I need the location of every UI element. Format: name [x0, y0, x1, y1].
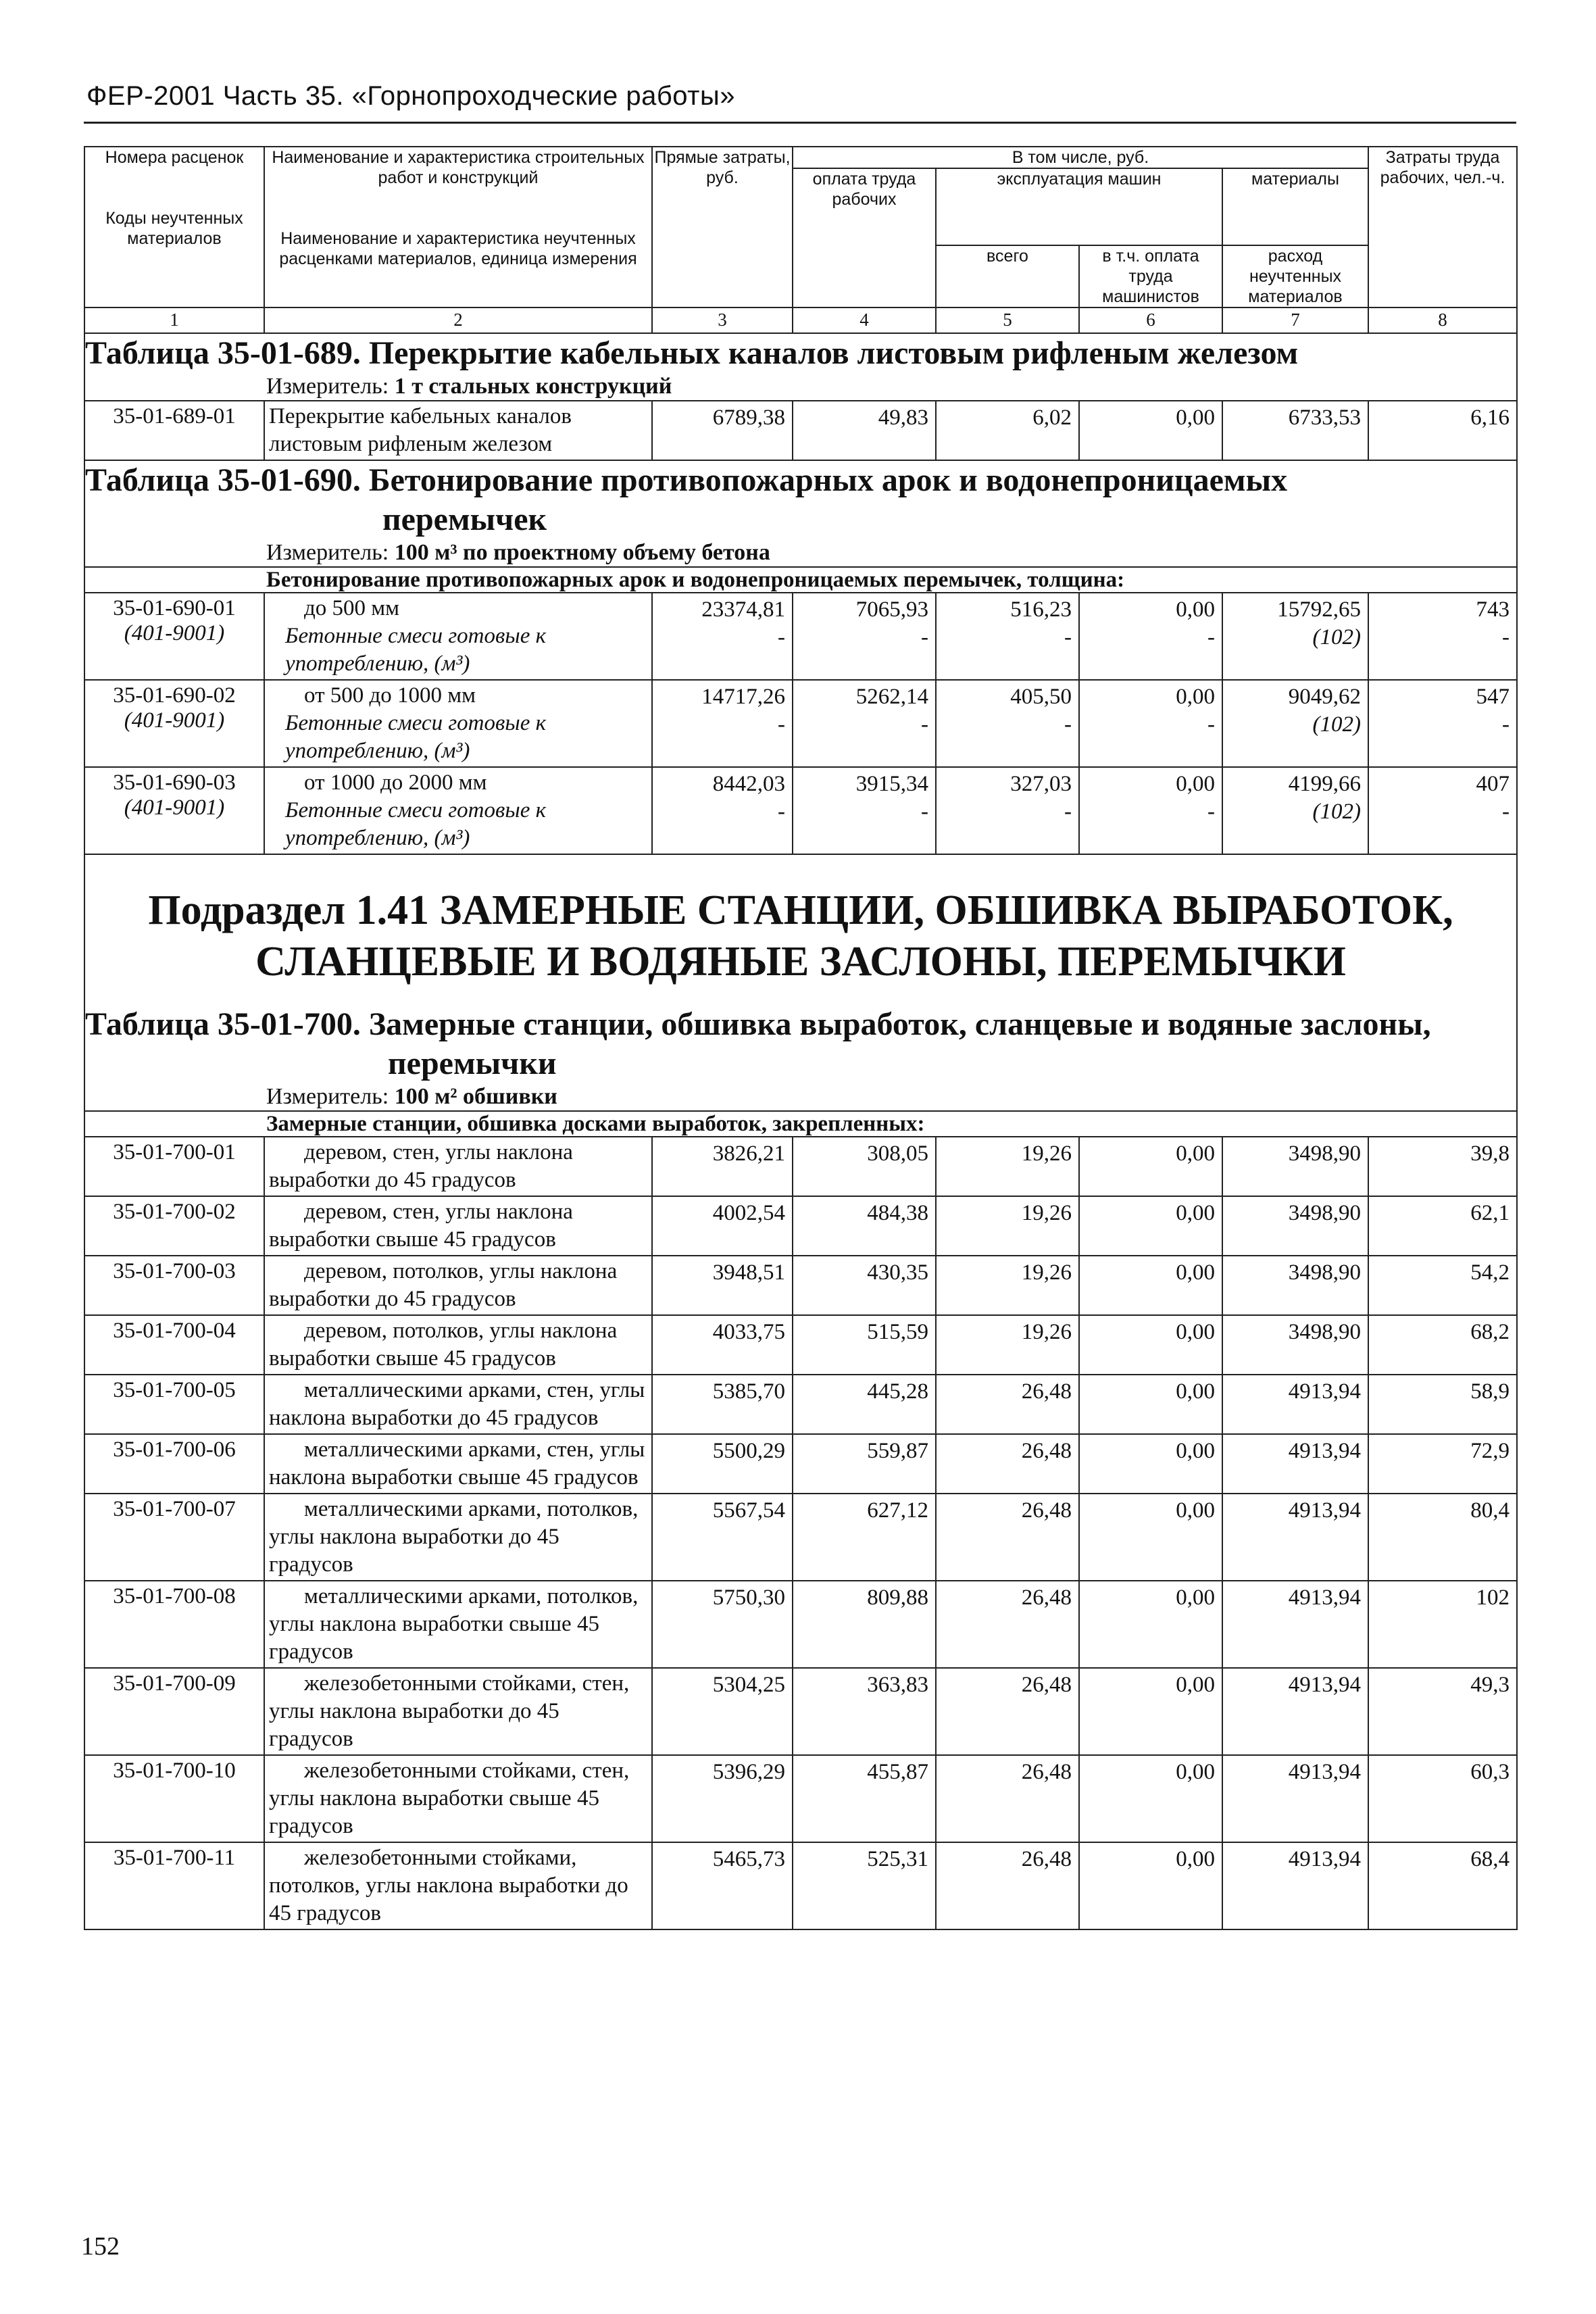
materials: 3498,90 [1222, 1196, 1368, 1256]
col-number: 7 [1222, 307, 1368, 333]
direct-costs: 4002,54 [652, 1196, 793, 1256]
material-value: - [1502, 799, 1510, 824]
page-number: 152 [81, 2232, 120, 2261]
machines-total [936, 593, 1079, 680]
value: 547 [1476, 685, 1510, 709]
rate-name-cell [264, 1434, 652, 1494]
table-690-subhead: Бетонирование противопожарных арок и водонепроницаемых перемычек, толщина: [84, 567, 1517, 593]
rate-code: 35-01-700-02 [84, 1196, 264, 1256]
materials [1222, 593, 1368, 680]
labor-hours: 68,4 [1368, 1842, 1517, 1929]
direct-costs: 5750,30 [652, 1581, 793, 1668]
table-700-title-row [84, 998, 1517, 1083]
material-value: (102) [1312, 625, 1361, 649]
material-value: - [1502, 712, 1510, 737]
material-value: - [1207, 625, 1215, 649]
table-row [84, 767, 1517, 854]
rate-name: металлическими арками, стен, углы наклона выработки свыше 45 градусов [269, 1437, 645, 1490]
labor-pay: 809,88 [793, 1581, 936, 1668]
labor-hours [1368, 593, 1517, 680]
col-machinists-pay: в т.ч. оплата труда машинистов [1079, 245, 1222, 307]
table-row [84, 1256, 1517, 1315]
machinists-pay: 0,00 [1079, 401, 1222, 460]
machinists-pay [1079, 680, 1222, 767]
table-700-title [84, 998, 1517, 1083]
col-codes-bottom: Коды неучтенных материалов [105, 209, 243, 248]
col-number: 4 [793, 307, 936, 333]
col-labor-costs: Затраты труда рабочих, чел.-ч. [1368, 147, 1517, 307]
rate-name: от 1000 до 2000 мм [304, 770, 487, 795]
measure-label: Измеритель: [266, 540, 395, 565]
direct-costs: 5385,70 [652, 1375, 793, 1434]
rate-code: 35-01-690-01 [113, 596, 236, 620]
table-690-title-row [84, 460, 1517, 539]
rate-code: 35-01-700-03 [84, 1256, 264, 1315]
direct-costs: 3948,51 [652, 1256, 793, 1315]
table-700-title-line1: Таблица 35-01-700. Замерные станции, обшивка выработок, сланцевые и водяные заслоны, [85, 1006, 1431, 1042]
table-690-subhead-row [84, 567, 1517, 593]
labor-pay: 363,83 [793, 1668, 936, 1755]
col-direct-costs: Прямые затраты, руб. [652, 147, 793, 307]
machines-total: 26,48 [936, 1668, 1079, 1755]
machinists-pay: 0,00 [1079, 1668, 1222, 1755]
material-name: Бетонные смеси готовые к употреблению, (м³) [285, 798, 547, 850]
labor-hours: 60,3 [1368, 1755, 1517, 1842]
measure-label: Измеритель: [266, 374, 395, 399]
table-row [84, 1196, 1517, 1256]
direct-costs: 5465,73 [652, 1842, 793, 1929]
rate-code: 35-01-700-08 [84, 1581, 264, 1668]
value: 7065,93 [855, 597, 928, 622]
rate-name-cell [264, 1137, 652, 1196]
materials: 4913,94 [1222, 1755, 1368, 1842]
machines-total: 19,26 [936, 1256, 1079, 1315]
col-number: 1 [84, 307, 264, 333]
value: 14717,26 [701, 685, 785, 709]
table-690-title-line1: Таблица 35-01-690. Бетонирование противопожарных арок и водонепроницаемых [85, 462, 1288, 498]
col-name-top: Наименование и характеристика строительных работ и конструкций [272, 148, 645, 187]
table-700-subhead-row [84, 1111, 1517, 1137]
rates-table [84, 146, 1518, 1930]
direct-costs: 4033,75 [652, 1315, 793, 1375]
rate-name: деревом, стен, углы наклона выработки свыше 45 градусов [269, 1200, 573, 1252]
col-number: 3 [652, 307, 793, 333]
table-689-title-line1: Таблица 35-01-689. Перекрытие кабельных каналов листовым рифленым железом [85, 335, 1299, 371]
machines-total: 19,26 [936, 1315, 1079, 1375]
rate-name-cell [264, 1375, 652, 1434]
table-row [84, 1434, 1517, 1494]
value: 405,50 [1010, 685, 1072, 709]
machines-total: 26,48 [936, 1755, 1079, 1842]
col-labor-pay: оплата труда рабочих [793, 168, 936, 307]
labor-hours [1368, 767, 1517, 854]
col-number: 8 [1368, 307, 1517, 333]
machinists-pay: 0,00 [1079, 1315, 1222, 1375]
rate-code-cell [84, 593, 264, 680]
table-row [84, 1842, 1517, 1929]
table-690-title-line2: перемычек [382, 501, 547, 537]
labor-hours: 49,3 [1368, 1668, 1517, 1755]
material-value: - [1207, 712, 1215, 737]
table-690-measure [84, 539, 1517, 567]
material-code: (401-9001) [124, 621, 225, 645]
machines-total: 26,48 [936, 1494, 1079, 1581]
materials: 6733,53 [1222, 401, 1368, 460]
col-machines-total: всего [936, 245, 1079, 307]
machinists-pay: 0,00 [1079, 1755, 1222, 1842]
section-title-line2: СЛАНЦЕВЫЕ И ВОДЯНЫЕ ЗАСЛОНЫ, ПЕРЕМЫЧКИ [255, 939, 1346, 985]
material-value: - [921, 625, 928, 649]
labor-hours: 58,9 [1368, 1375, 1517, 1434]
rate-code: 35-01-700-06 [84, 1434, 264, 1494]
material-value: - [1502, 625, 1510, 649]
rate-name: железобетонными стойками, потолков, углы наклона выработки до 45 градусов [269, 1846, 628, 1925]
table-body [84, 147, 1517, 1929]
col-materials-use: расход неучтенных материалов [1222, 245, 1368, 307]
measure-label: Измеритель: [266, 1084, 395, 1109]
table-689-measure-row [84, 373, 1517, 401]
rate-code: 35-01-690-03 [113, 770, 236, 795]
table-row [84, 1375, 1517, 1434]
materials: 3498,90 [1222, 1256, 1368, 1315]
header-rule [84, 122, 1516, 124]
machinists-pay: 0,00 [1079, 1196, 1222, 1256]
rate-name: металлическими арками, потолков, углы наклона выработки до 45 градусов [269, 1497, 639, 1577]
rate-name-cell [264, 680, 652, 767]
rate-name-cell [264, 767, 652, 854]
labor-hours: 68,2 [1368, 1315, 1517, 1375]
rate-name-cell [264, 1196, 652, 1256]
value: 407 [1476, 772, 1510, 796]
materials [1222, 767, 1368, 854]
labor-hours: 102 [1368, 1581, 1517, 1668]
material-value: - [778, 799, 785, 824]
rate-code: 35-01-700-11 [84, 1842, 264, 1929]
machines-total: 26,48 [936, 1842, 1079, 1929]
material-code: (401-9001) [124, 795, 225, 820]
value: 0,00 [1176, 772, 1215, 796]
col-number: 6 [1079, 307, 1222, 333]
labor-hours: 39,8 [1368, 1137, 1517, 1196]
direct-costs: 5396,29 [652, 1755, 793, 1842]
material-value: - [778, 712, 785, 737]
rate-name-cell [264, 1581, 652, 1668]
labor-pay: 525,31 [793, 1842, 936, 1929]
rate-name-cell [264, 1494, 652, 1581]
col-name-bottom: Наименование и характеристика неучтенных расценками материалов, единица измерения [279, 229, 637, 268]
rate-code: 35-01-700-04 [84, 1315, 264, 1375]
value: 15792,65 [1277, 597, 1361, 622]
rate-name-cell [264, 1842, 652, 1929]
materials: 3498,90 [1222, 1137, 1368, 1196]
machines-total: 26,48 [936, 1581, 1079, 1668]
labor-hours: 80,4 [1368, 1494, 1517, 1581]
machines-total: 6,02 [936, 401, 1079, 460]
machines-total [936, 767, 1079, 854]
material-value: - [1064, 625, 1072, 649]
value: 23374,81 [701, 597, 785, 622]
labor-pay: 49,83 [793, 401, 936, 460]
rate-code: 35-01-689-01 [84, 401, 264, 460]
value: 4199,66 [1288, 772, 1361, 796]
rate-name: Перекрытие кабельных каналов листовым рифленым железом [264, 401, 652, 460]
rate-name: металлическими арками, стен, углы наклона выработки до 45 градусов [269, 1378, 645, 1430]
rate-code: 35-01-700-01 [84, 1137, 264, 1196]
table-690-measure-row [84, 539, 1517, 567]
rate-code-cell [84, 680, 264, 767]
rate-name: от 500 до 1000 мм [304, 683, 476, 708]
direct-costs [652, 680, 793, 767]
value: 0,00 [1176, 597, 1215, 622]
labor-hours [1368, 680, 1517, 767]
direct-costs: 3826,21 [652, 1137, 793, 1196]
rate-name-cell [264, 1668, 652, 1755]
table-689-title [84, 333, 1517, 373]
labor-pay: 484,38 [793, 1196, 936, 1256]
materials [1222, 680, 1368, 767]
materials: 4913,94 [1222, 1842, 1368, 1929]
direct-costs: 5500,29 [652, 1434, 793, 1494]
machinists-pay: 0,00 [1079, 1434, 1222, 1494]
labor-pay: 627,12 [793, 1494, 936, 1581]
direct-costs [652, 593, 793, 680]
table-row [84, 1581, 1517, 1668]
rate-name-cell [264, 1755, 652, 1842]
direct-costs: 6789,38 [652, 401, 793, 460]
materials: 4913,94 [1222, 1375, 1368, 1434]
labor-hours: 6,16 [1368, 401, 1517, 460]
table-700-measure [84, 1083, 1517, 1111]
labor-pay: 455,87 [793, 1755, 936, 1842]
value: 3915,34 [855, 772, 928, 796]
labor-pay [793, 593, 936, 680]
table-689-measure [84, 373, 1517, 401]
table-700-subhead: Замерные станции, обшивка досками выработок, закрепленных: [84, 1111, 1517, 1137]
material-value: (102) [1312, 799, 1361, 824]
machinists-pay: 0,00 [1079, 1494, 1222, 1581]
col-machines-header: эксплуатация машин [936, 168, 1222, 245]
section-title-line1: Подраздел 1.41 ЗАМЕРНЫЕ СТАНЦИИ, ОБШИВКА ВЫРАБОТОК, [148, 887, 1453, 933]
value: 0,00 [1176, 685, 1215, 709]
table-689-title-row [84, 333, 1517, 373]
machines-total: 26,48 [936, 1434, 1079, 1494]
material-value: - [921, 712, 928, 737]
rate-code: 35-01-700-10 [84, 1755, 264, 1842]
materials: 3498,90 [1222, 1315, 1368, 1375]
machinists-pay: 0,00 [1079, 1137, 1222, 1196]
rate-code: 35-01-690-02 [113, 683, 236, 708]
material-value: - [1207, 799, 1215, 824]
measure-value: 100 м³ по проектному объему бетона [394, 540, 770, 565]
rate-name: деревом, потолков, углы наклона выработки свыше 45 градусов [269, 1319, 618, 1371]
machines-total [936, 680, 1079, 767]
materials: 4913,94 [1222, 1581, 1368, 1668]
table-row [84, 1755, 1517, 1842]
table-row [84, 1137, 1517, 1196]
value: 516,23 [1010, 597, 1072, 622]
value: 743 [1476, 597, 1510, 622]
material-name: Бетонные смеси готовые к употреблению, (м³) [285, 624, 547, 676]
machinists-pay: 0,00 [1079, 1842, 1222, 1929]
labor-hours: 54,2 [1368, 1256, 1517, 1315]
value: 5262,14 [855, 685, 928, 709]
column-number-row [84, 307, 1517, 333]
rate-name: железобетонными стойками, стен, углы наклона выработки до 45 градусов [269, 1671, 630, 1751]
labor-pay [793, 680, 936, 767]
material-value: - [921, 799, 928, 824]
col-materials-header: материалы [1222, 168, 1368, 245]
labor-pay: 445,28 [793, 1375, 936, 1434]
rate-name-cell [264, 1256, 652, 1315]
material-code: (401-9001) [124, 708, 225, 733]
col-number: 2 [264, 307, 652, 333]
rate-code: 35-01-700-05 [84, 1375, 264, 1434]
materials: 4913,94 [1222, 1434, 1368, 1494]
material-value: - [1064, 712, 1072, 737]
value: 8442,03 [712, 772, 785, 796]
rate-name: железобетонными стойками, стен, углы наклона выработки свыше 45 градусов [269, 1758, 630, 1838]
labor-pay: 308,05 [793, 1137, 936, 1196]
rate-name: металлическими арками, потолков, углы наклона выработки свыше 45 градусов [269, 1584, 639, 1664]
table-row [84, 1315, 1517, 1375]
value: 9049,62 [1288, 685, 1361, 709]
materials: 4913,94 [1222, 1494, 1368, 1581]
table-row [84, 1668, 1517, 1755]
direct-costs [652, 767, 793, 854]
column-header-row [84, 147, 1517, 168]
measure-value: 1 т стальных конструкций [394, 374, 672, 399]
section-title [84, 854, 1517, 998]
machinists-pay: 0,00 [1079, 1256, 1222, 1315]
machines-total: 19,26 [936, 1137, 1079, 1196]
material-value: (102) [1312, 712, 1361, 737]
labor-pay [793, 767, 936, 854]
material-value: - [1064, 799, 1072, 824]
table-row [84, 680, 1517, 767]
table-row [84, 593, 1517, 680]
direct-costs: 5304,25 [652, 1668, 793, 1755]
rates-document [84, 146, 1516, 1930]
labor-pay: 515,59 [793, 1315, 936, 1375]
table-row [84, 1494, 1517, 1581]
col-name-header [264, 147, 652, 307]
section-title-row [84, 854, 1517, 998]
labor-hours: 72,9 [1368, 1434, 1517, 1494]
col-group-header: В том числе, руб. [793, 147, 1368, 168]
machinists-pay: 0,00 [1079, 1581, 1222, 1668]
table-700-measure-row [84, 1083, 1517, 1111]
rate-code-cell [84, 767, 264, 854]
labor-hours: 62,1 [1368, 1196, 1517, 1256]
rate-name: деревом, стен, углы наклона выработки до 45 градусов [269, 1140, 573, 1192]
machinists-pay: 0,00 [1079, 1375, 1222, 1434]
measure-value: 100 м² обшивки [394, 1084, 557, 1109]
machinists-pay [1079, 593, 1222, 680]
labor-pay: 430,35 [793, 1256, 936, 1315]
machinists-pay [1079, 767, 1222, 854]
table-row [84, 401, 1517, 460]
col-codes-top: Номера расценок [105, 148, 244, 167]
rate-name-cell [264, 593, 652, 680]
table-690-title [84, 460, 1517, 539]
table-700-title-line2: перемычки [388, 1045, 557, 1081]
labor-pay: 559,87 [793, 1434, 936, 1494]
material-name: Бетонные смеси готовые к употреблению, (м³) [285, 711, 547, 763]
materials: 4913,94 [1222, 1668, 1368, 1755]
col-number: 5 [936, 307, 1079, 333]
page-header: ФЕР-2001 Часть 35. «Горнопроходческие работы» [86, 81, 735, 111]
material-value: - [778, 625, 785, 649]
rate-code: 35-01-700-07 [84, 1494, 264, 1581]
rate-name-cell [264, 1315, 652, 1375]
direct-costs: 5567,54 [652, 1494, 793, 1581]
rate-name: деревом, потолков, углы наклона выработки до 45 градусов [269, 1259, 618, 1311]
col-codes-header [84, 147, 264, 307]
rate-code: 35-01-700-09 [84, 1668, 264, 1755]
rate-name: до 500 мм [304, 596, 400, 620]
machines-total: 19,26 [936, 1196, 1079, 1256]
machines-total: 26,48 [936, 1375, 1079, 1434]
value: 327,03 [1010, 772, 1072, 796]
